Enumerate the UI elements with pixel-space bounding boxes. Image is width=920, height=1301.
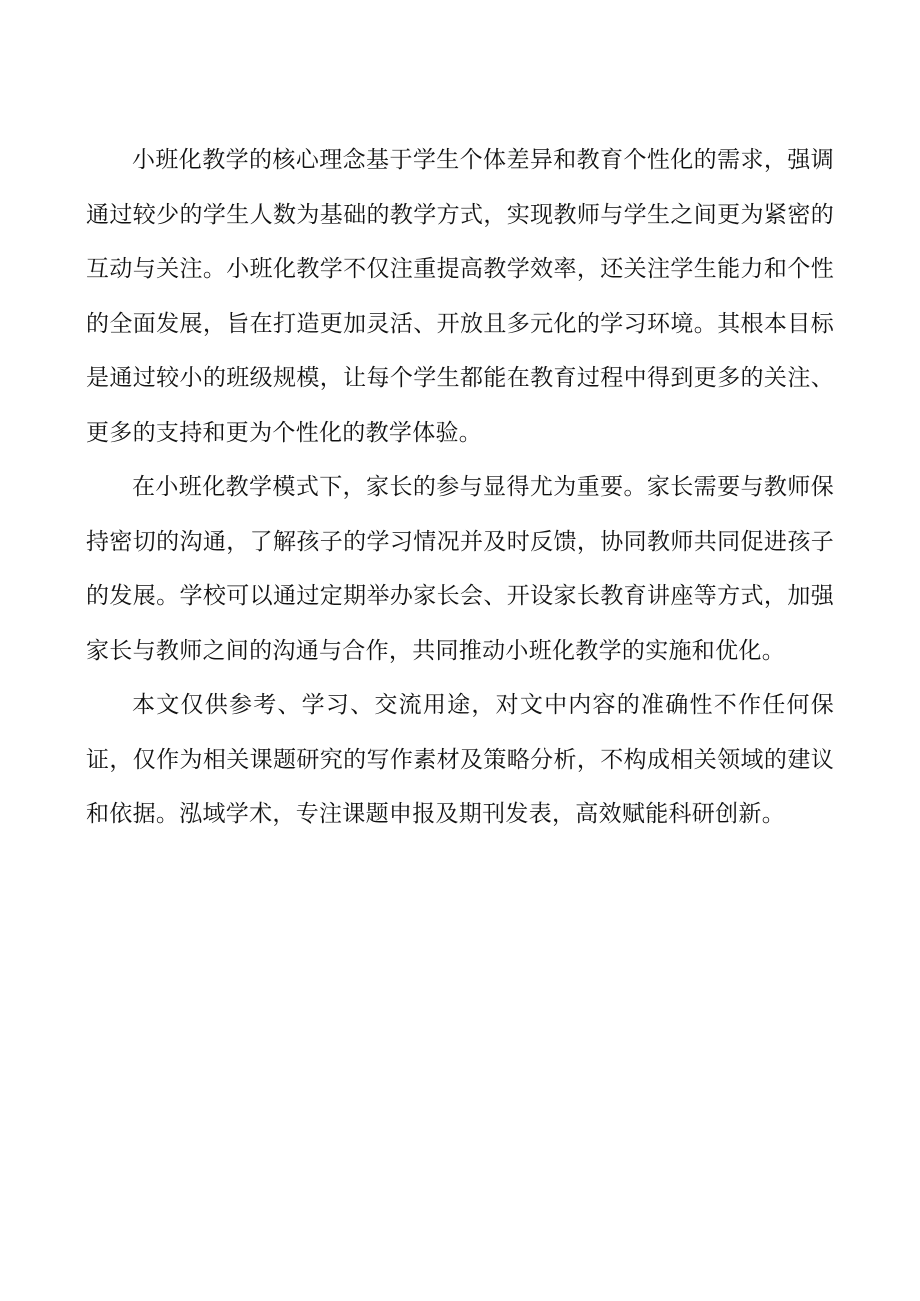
- document-body: [86, 133, 834, 842]
- paragraph-small-class-concept: 小班化教学的核心理念基于学生个体差异和教育个性化的需求，强调通过较少的学生人数为基础的教学方式，实现教师与学生之间更为紧密的互动与关注。小班化教学不仅注重提高教学效率，还关注学生能力和个性的全面发展，旨在打造更加灵活、开放且多元化的学习环境。其根本目标是通过较小的班级规模，让每个学生都能在教育过程中得到更多的关注、更多的支持和更为个性化的教学体验。: [86, 147, 834, 446]
- paragraph-parent-participation: 在小班化教学模式下，家长的参与显得尤为重要。家长需要与教师保持密切的沟通，了解孩子的学习情况并及时反馈，协同教师共同促进孩子的发展。学校可以通过定期举办家长会、开设家长教育讲座等方式，加强家长与教师之间的沟通与合作，共同推动小班化教学的实施和优化。: [86, 474, 834, 664]
- paragraph-disclaimer: 本文仅供参考、学习、交流用途，对文中内容的准确性不作任何保证，仅作为相关课题研究的写作素材及策略分析，不构成相关领域的建议和依据。泓域学术，专注课题申报及期刊发表，高效赋能科研创新。: [86, 692, 834, 827]
